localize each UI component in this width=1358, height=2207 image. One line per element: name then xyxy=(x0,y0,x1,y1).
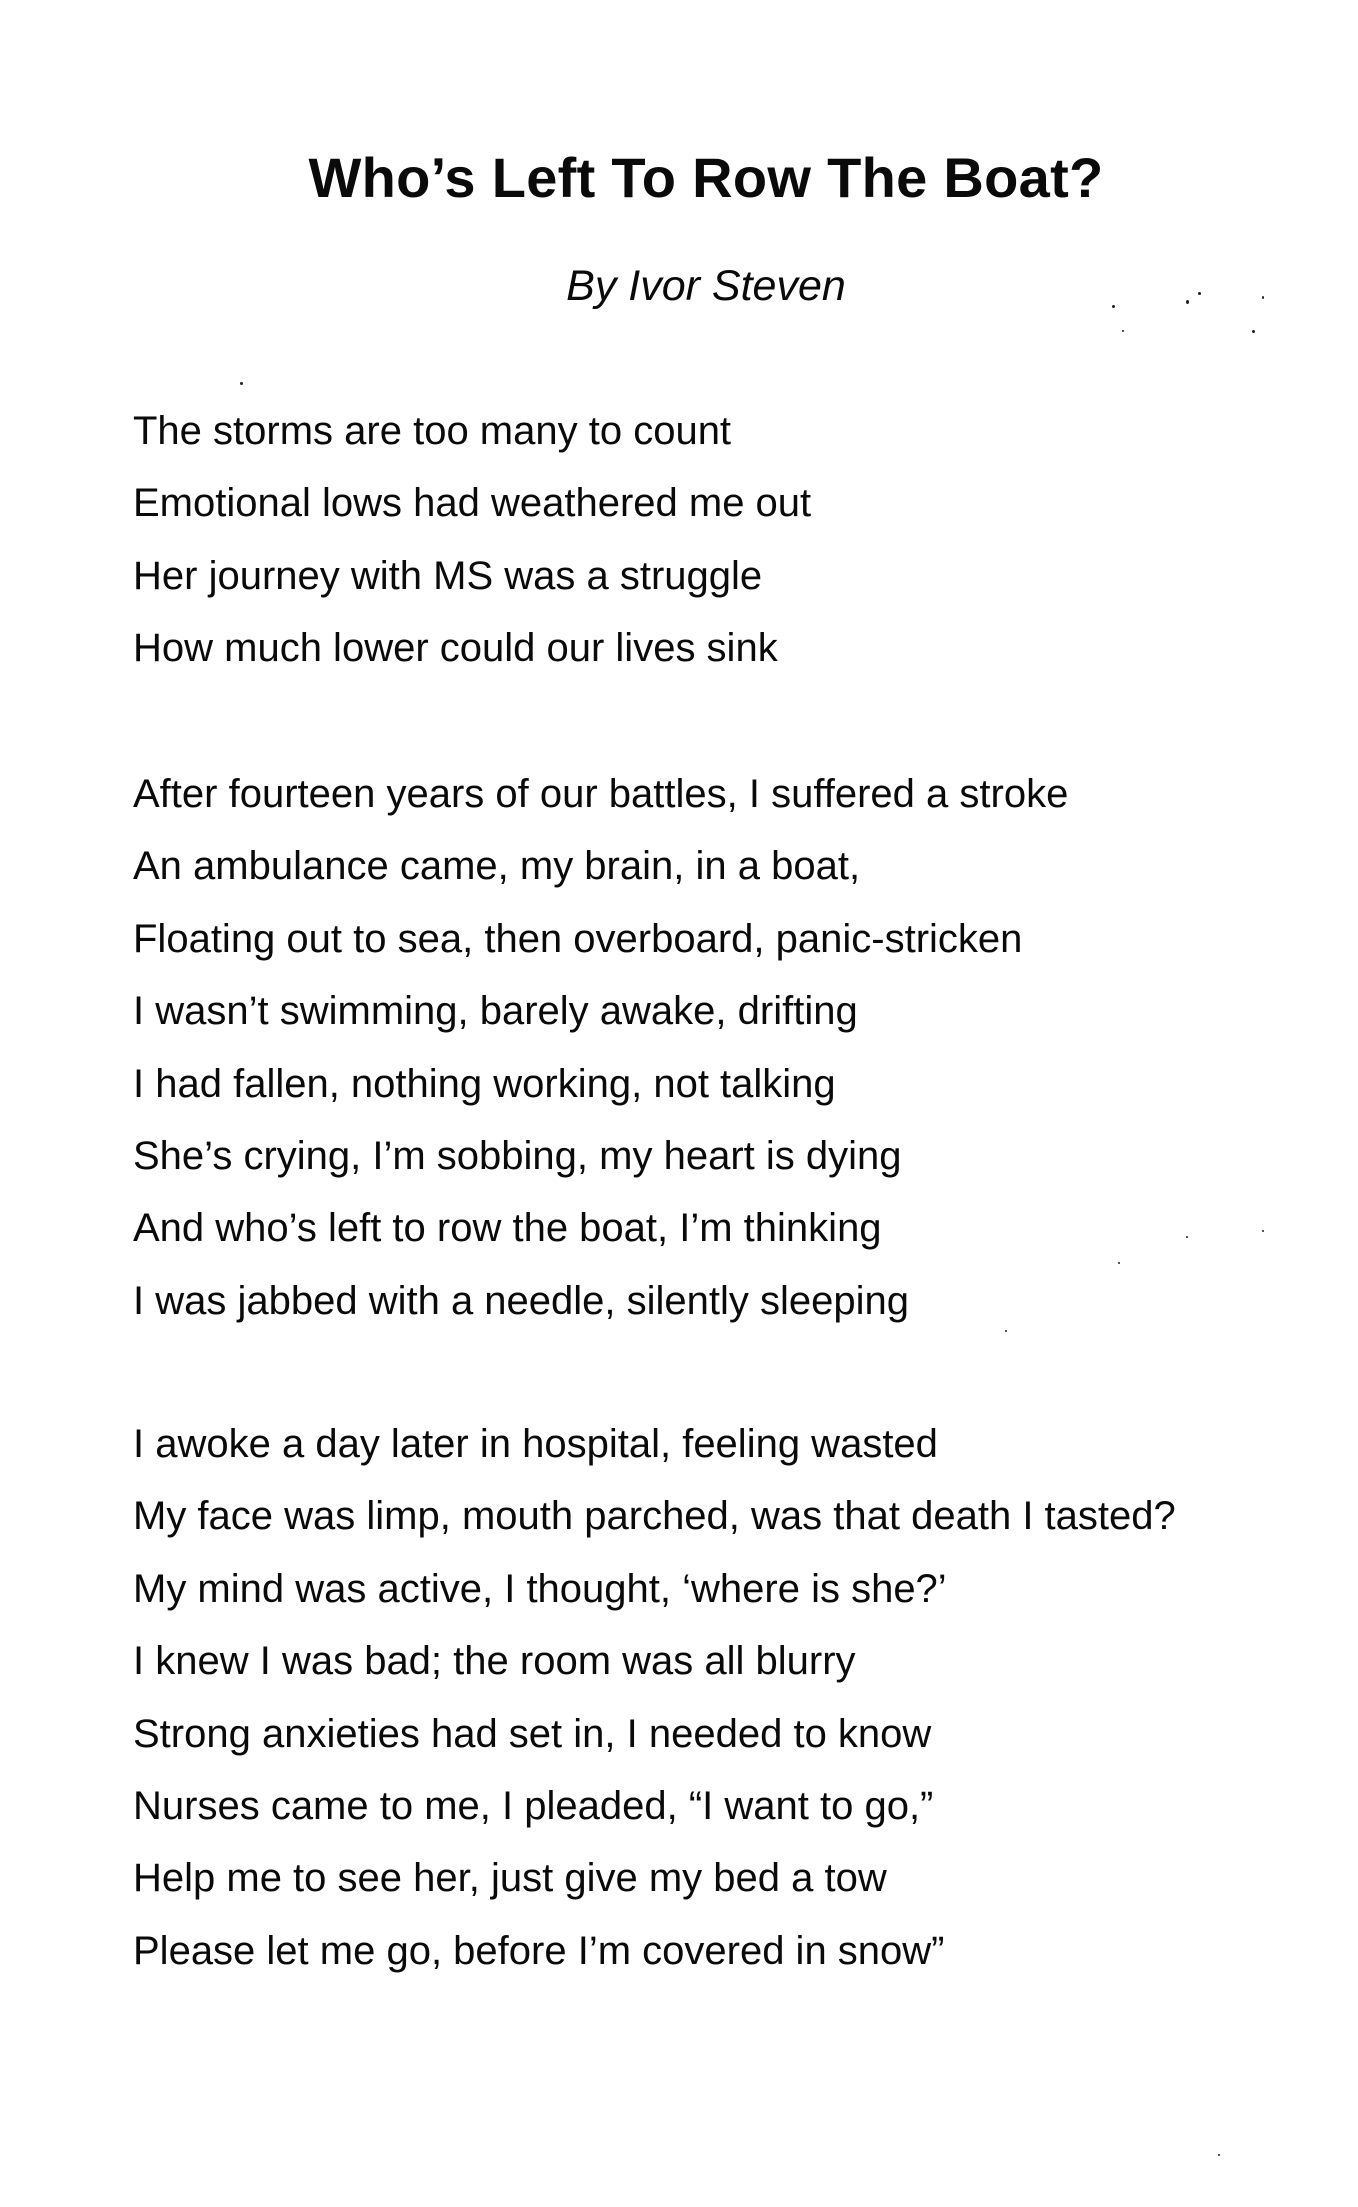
poem-title: Who’s Left To Row The Boat? xyxy=(308,146,1104,209)
scan-speck xyxy=(1252,330,1255,333)
poem-line: I awoke a day later in hospital, feeling wasted xyxy=(133,1422,938,1466)
poem-line: And who’s left to row the boat, I’m thinking xyxy=(133,1206,882,1251)
poem-line: The storms are too many to count xyxy=(133,409,732,453)
poem-line: I wasn’t swimming, barely awake, drifting xyxy=(133,989,858,1034)
stanza-1 xyxy=(133,395,811,685)
stanza-2 xyxy=(133,758,1068,1337)
poem-line: After fourteen years of our battles, I suffered a stroke xyxy=(133,772,1069,816)
poem-line: An ambulance came, my brain, in a boat, xyxy=(133,844,861,889)
scan-speck xyxy=(240,382,243,385)
scan-speck xyxy=(1005,1330,1007,1332)
poem-line: How much lower could our lives sink xyxy=(133,626,778,671)
poem-line: My face was limp, mouth parched, was that death I tasted? xyxy=(133,1494,1176,1539)
poem-line: Please let me go, before I’m covered in snow” xyxy=(133,1928,945,1973)
poem-line: Nurses came to me, I pleaded, “I want to go,” xyxy=(133,1783,934,1828)
poem-line: Strong anxieties had set in, I needed to know xyxy=(133,1711,932,1756)
scan-speck xyxy=(1262,296,1264,299)
poem-author: By Ivor Steven xyxy=(566,262,846,310)
poem-line: Emotional lows had weathered me out xyxy=(133,481,812,526)
poem-line: She’s crying, I’m sobbing, my heart is dying xyxy=(133,1133,902,1178)
poem-line: Help me to see her, just give my bed a tow xyxy=(133,1856,887,1901)
poem-line: I was jabbed with a needle, silently sleeping xyxy=(133,1278,910,1323)
scan-speck xyxy=(1218,2154,1220,2156)
scan-speck xyxy=(1262,1230,1264,1232)
poem-line: Floating out to sea, then overboard, panic-stricken xyxy=(133,916,1023,961)
poem-line: My mind was active, I thought, ‘where is she?’ xyxy=(133,1566,947,1611)
scan-speck xyxy=(1198,292,1201,295)
poem-line: I had fallen, nothing working, not talking xyxy=(133,1061,836,1106)
scan-speck xyxy=(1186,300,1189,304)
scan-speck xyxy=(1112,305,1115,308)
poem-line: Her journey with MS was a struggle xyxy=(133,553,763,598)
poem-line: I knew I was bad; the room was all blurry xyxy=(133,1639,856,1684)
scan-speck xyxy=(1118,1262,1120,1264)
scan-speck xyxy=(1186,1236,1188,1238)
stanza-3 xyxy=(133,1408,1176,1987)
scan-speck xyxy=(1122,330,1124,332)
